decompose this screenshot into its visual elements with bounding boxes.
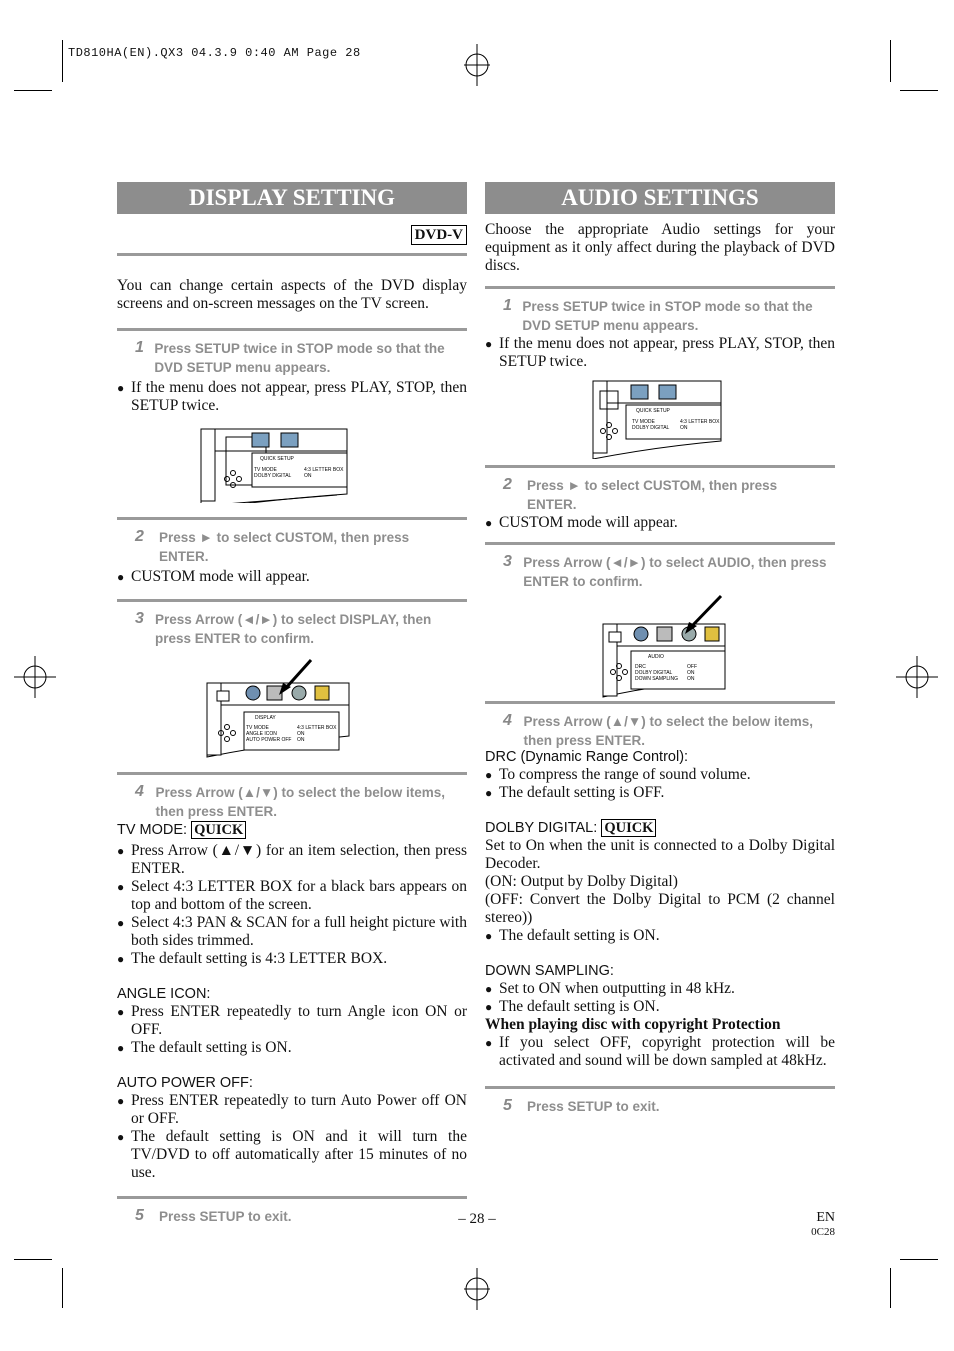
display-step-4: 4 Press Arrow (▲/▼) to select the below items, then press ENTER.	[135, 783, 446, 819]
audio-step-3: 3 Press Arrow (◄/►) to select AUDIO, then press ENTER to confirm.	[503, 553, 827, 589]
display-intro: You can change certain aspects of the DVD display screens and on-screen messages on the TV screen.	[117, 277, 467, 312]
language-icon	[634, 627, 648, 641]
display-step-2: 2 Press ► to select CUSTOM, then press ENTER.	[135, 528, 410, 564]
quick-tab-icon	[252, 433, 269, 447]
crop-mark	[62, 1268, 63, 1308]
crop-mark	[14, 1259, 52, 1260]
tv-mode-heading: TV MODE: QUICK	[117, 821, 467, 839]
svg-text:DOLBY DIGITAL: DOLBY DIGITAL	[254, 473, 292, 479]
audio-step-1: 1 Press SETUP twice in STOP mode so that the DVD SETUP menu appears.	[503, 297, 813, 333]
bullet-item: ● If the menu does not appear, press PLAY, STOP, then SETUP twice.	[485, 335, 835, 370]
svg-text:OFF: OFF	[687, 664, 697, 670]
drc-heading: DRC (Dynamic Range Control):	[485, 749, 689, 765]
bullet-item: ● Set to ON when outputting in 48 kHz.	[485, 980, 735, 997]
svg-text:TV MODE: TV MODE	[254, 467, 277, 473]
file-slug: TD810HA(EN).QX3 04.3.9 0:40 AM Page 28	[68, 46, 361, 60]
audio-intro: Choose the appropriate Audio settings for your equipment as it only affect during the playback of DVD discs.	[485, 221, 835, 274]
audio-menu-illustration	[485, 594, 835, 699]
bullet-item: ● If the menu does not appear, press PLAY, STOP, then SETUP twice.	[117, 379, 467, 414]
step-number: 1	[135, 339, 144, 356]
divider	[117, 328, 467, 331]
bullet-item: ● Press ENTER repeatedly to turn Angle icon ON or OFF.	[117, 1003, 467, 1038]
svg-text:TV MODE: TV MODE	[632, 419, 655, 425]
display-setting-column	[117, 182, 467, 1226]
divider	[485, 286, 835, 289]
svg-text:ANGLE ICON: ANGLE ICON	[246, 731, 277, 737]
bullet-item: ● The default setting is ON.	[485, 998, 660, 1015]
angle-icon-list	[117, 1003, 467, 1057]
display-step-3: 3 Press Arrow (◄/►) to select DISPLAY, then press ENTER to confirm.	[135, 610, 432, 646]
svg-text:DOLBY DIGITAL: DOLBY DIGITAL	[635, 670, 673, 676]
audio-settings-column	[485, 182, 835, 1116]
divider	[117, 253, 467, 256]
auto-power-heading: AUTO POWER OFF:	[117, 1075, 253, 1091]
bullet-item: ● CUSTOM mode will appear.	[485, 514, 678, 531]
display-menu-illustration	[117, 651, 467, 761]
bullet-item: ● Select 4:3 LETTER BOX for a black bars appears on top and bottom of the screen.	[117, 878, 467, 913]
svg-text:DOLBY DIGITAL: DOLBY DIGITAL	[632, 425, 670, 431]
dvd-v-badge: DVD-V	[411, 225, 467, 245]
crop-mark	[900, 90, 938, 91]
svg-text:4:3 LETTER BOX: 4:3 LETTER BOX	[304, 467, 344, 473]
audio-section-title: AUDIO SETTINGS	[485, 182, 835, 214]
audio-step-2: 2 Press ► to select CUSTOM, then press ENTER.	[503, 476, 778, 512]
bullet-item: ● The default setting is 4:3 LETTER BOX.	[117, 950, 388, 967]
svg-text:ON: ON	[297, 731, 305, 737]
auto-power-list	[117, 1092, 467, 1182]
registration-mark-top	[452, 40, 502, 90]
protection-heading: When playing disc with copyright Protection	[485, 1016, 781, 1033]
angle-icon-heading: ANGLE ICON:	[117, 986, 211, 1002]
svg-text:DRC: DRC	[635, 664, 646, 670]
setup-menu-illustration	[117, 423, 467, 503]
bullet-item: ● To compress the range of sound volume.	[485, 766, 751, 783]
dolby-heading: DOLBY DIGITAL: QUICK	[485, 819, 835, 837]
audio-step-4: 4 Press Arrow (▲/▼) to select the below items, then press ENTER.	[503, 712, 814, 748]
bullet-item: ● CUSTOM mode will appear.	[117, 568, 310, 585]
divider	[117, 599, 467, 602]
svg-text:4:3 LETTER BOX: 4:3 LETTER BOX	[297, 725, 337, 731]
bullet-item: ● The default setting is ON and it will turn the TV/DVD to off automatically after 15 minutes of no use.	[117, 1128, 467, 1181]
bullet-item: ● The default setting is ON.	[485, 927, 660, 944]
bullet-item: ● Press ENTER repeatedly to turn Auto Power off ON or OFF.	[117, 1092, 467, 1127]
svg-text:QUICK SETUP: QUICK SETUP	[636, 408, 670, 414]
svg-text:ON: ON	[687, 676, 695, 682]
svg-text:DOWN SAMPLING: DOWN SAMPLING	[635, 676, 679, 682]
divider	[117, 772, 467, 775]
menu-name: QUICK SETUP	[260, 456, 294, 462]
drc-list	[485, 766, 835, 802]
page-code: 0C28	[811, 1226, 835, 1238]
bullet-item: ● The default setting is ON.	[117, 1039, 292, 1056]
quick-badge: QUICK	[191, 821, 246, 839]
crop-mark	[890, 1268, 891, 1308]
bullet-item: ● Select 4:3 PAN & SCAN for a full height picture with both sides trimmed.	[117, 914, 467, 949]
divider	[485, 542, 835, 545]
audio-icon	[292, 686, 306, 700]
page-number: – 28 –	[458, 1211, 496, 1227]
step-text: Press SETUP twice in STOP mode so that the DVD SETUP menu appears.	[154, 341, 445, 375]
crop-mark	[62, 40, 63, 82]
lock-icon	[315, 686, 329, 700]
svg-text:ON: ON	[304, 473, 312, 479]
svg-text:ON: ON	[680, 425, 688, 431]
display-step-1	[117, 339, 467, 377]
registration-mark-right	[892, 652, 942, 702]
svg-text:DISPLAY: DISPLAY	[255, 715, 276, 721]
registration-mark-bottom	[452, 1264, 502, 1314]
registration-mark-left	[10, 652, 60, 702]
display-icon	[657, 627, 672, 641]
crop-mark	[890, 40, 891, 82]
dolby-description: Set to On when the unit is connected to a Dolby Digital Decoder. (ON: Output by Dolby Digital) (OFF: Convert the Dolby Digital to PCM (2 channel stereo)) ● The default setting is ON.	[485, 837, 835, 944]
divider	[485, 701, 835, 704]
svg-text:TV MODE: TV MODE	[246, 725, 269, 731]
language-code: EN	[816, 1210, 835, 1225]
display-section-title: DISPLAY SETTING	[117, 182, 467, 214]
svg-text:ON: ON	[687, 670, 695, 676]
divider	[117, 517, 467, 520]
crop-mark	[900, 1259, 938, 1260]
custom-tab-icon	[281, 433, 298, 447]
down-sampling-heading: DOWN SAMPLING:	[485, 963, 614, 979]
custom-tab-icon	[659, 385, 676, 399]
display-step-5: 5 Press SETUP to exit.	[135, 1207, 292, 1224]
divider	[117, 1196, 467, 1199]
bullet-item: ● The default setting is OFF.	[485, 784, 665, 801]
quick-tab-icon	[631, 385, 648, 399]
svg-text:AUTO POWER OFF: AUTO POWER OFF	[246, 737, 292, 743]
crop-mark	[14, 90, 52, 91]
bullet-item: ● If you select OFF, copyright protection will be activated and sound will be down sampled at 48kHz.	[485, 1034, 835, 1069]
svg-text:AUDIO: AUDIO	[648, 654, 664, 660]
setup-menu-illustration	[485, 379, 835, 459]
svg-text:4:3 LETTER BOX: 4:3 LETTER BOX	[680, 419, 720, 425]
arrow-pointer	[691, 596, 721, 627]
tv-mode-list	[117, 842, 467, 968]
svg-text:ON: ON	[297, 737, 305, 743]
bullet-item: ● Press Arrow (▲/▼) for an item selection, then press ENTER.	[117, 842, 467, 877]
audio-step-5: 5 Press SETUP to exit.	[503, 1097, 660, 1114]
lock-icon	[705, 627, 719, 641]
language-icon	[246, 686, 260, 700]
quick-badge: QUICK	[601, 819, 656, 837]
divider	[485, 465, 835, 468]
divider	[485, 1086, 835, 1089]
down-sampling-list	[485, 980, 835, 1070]
